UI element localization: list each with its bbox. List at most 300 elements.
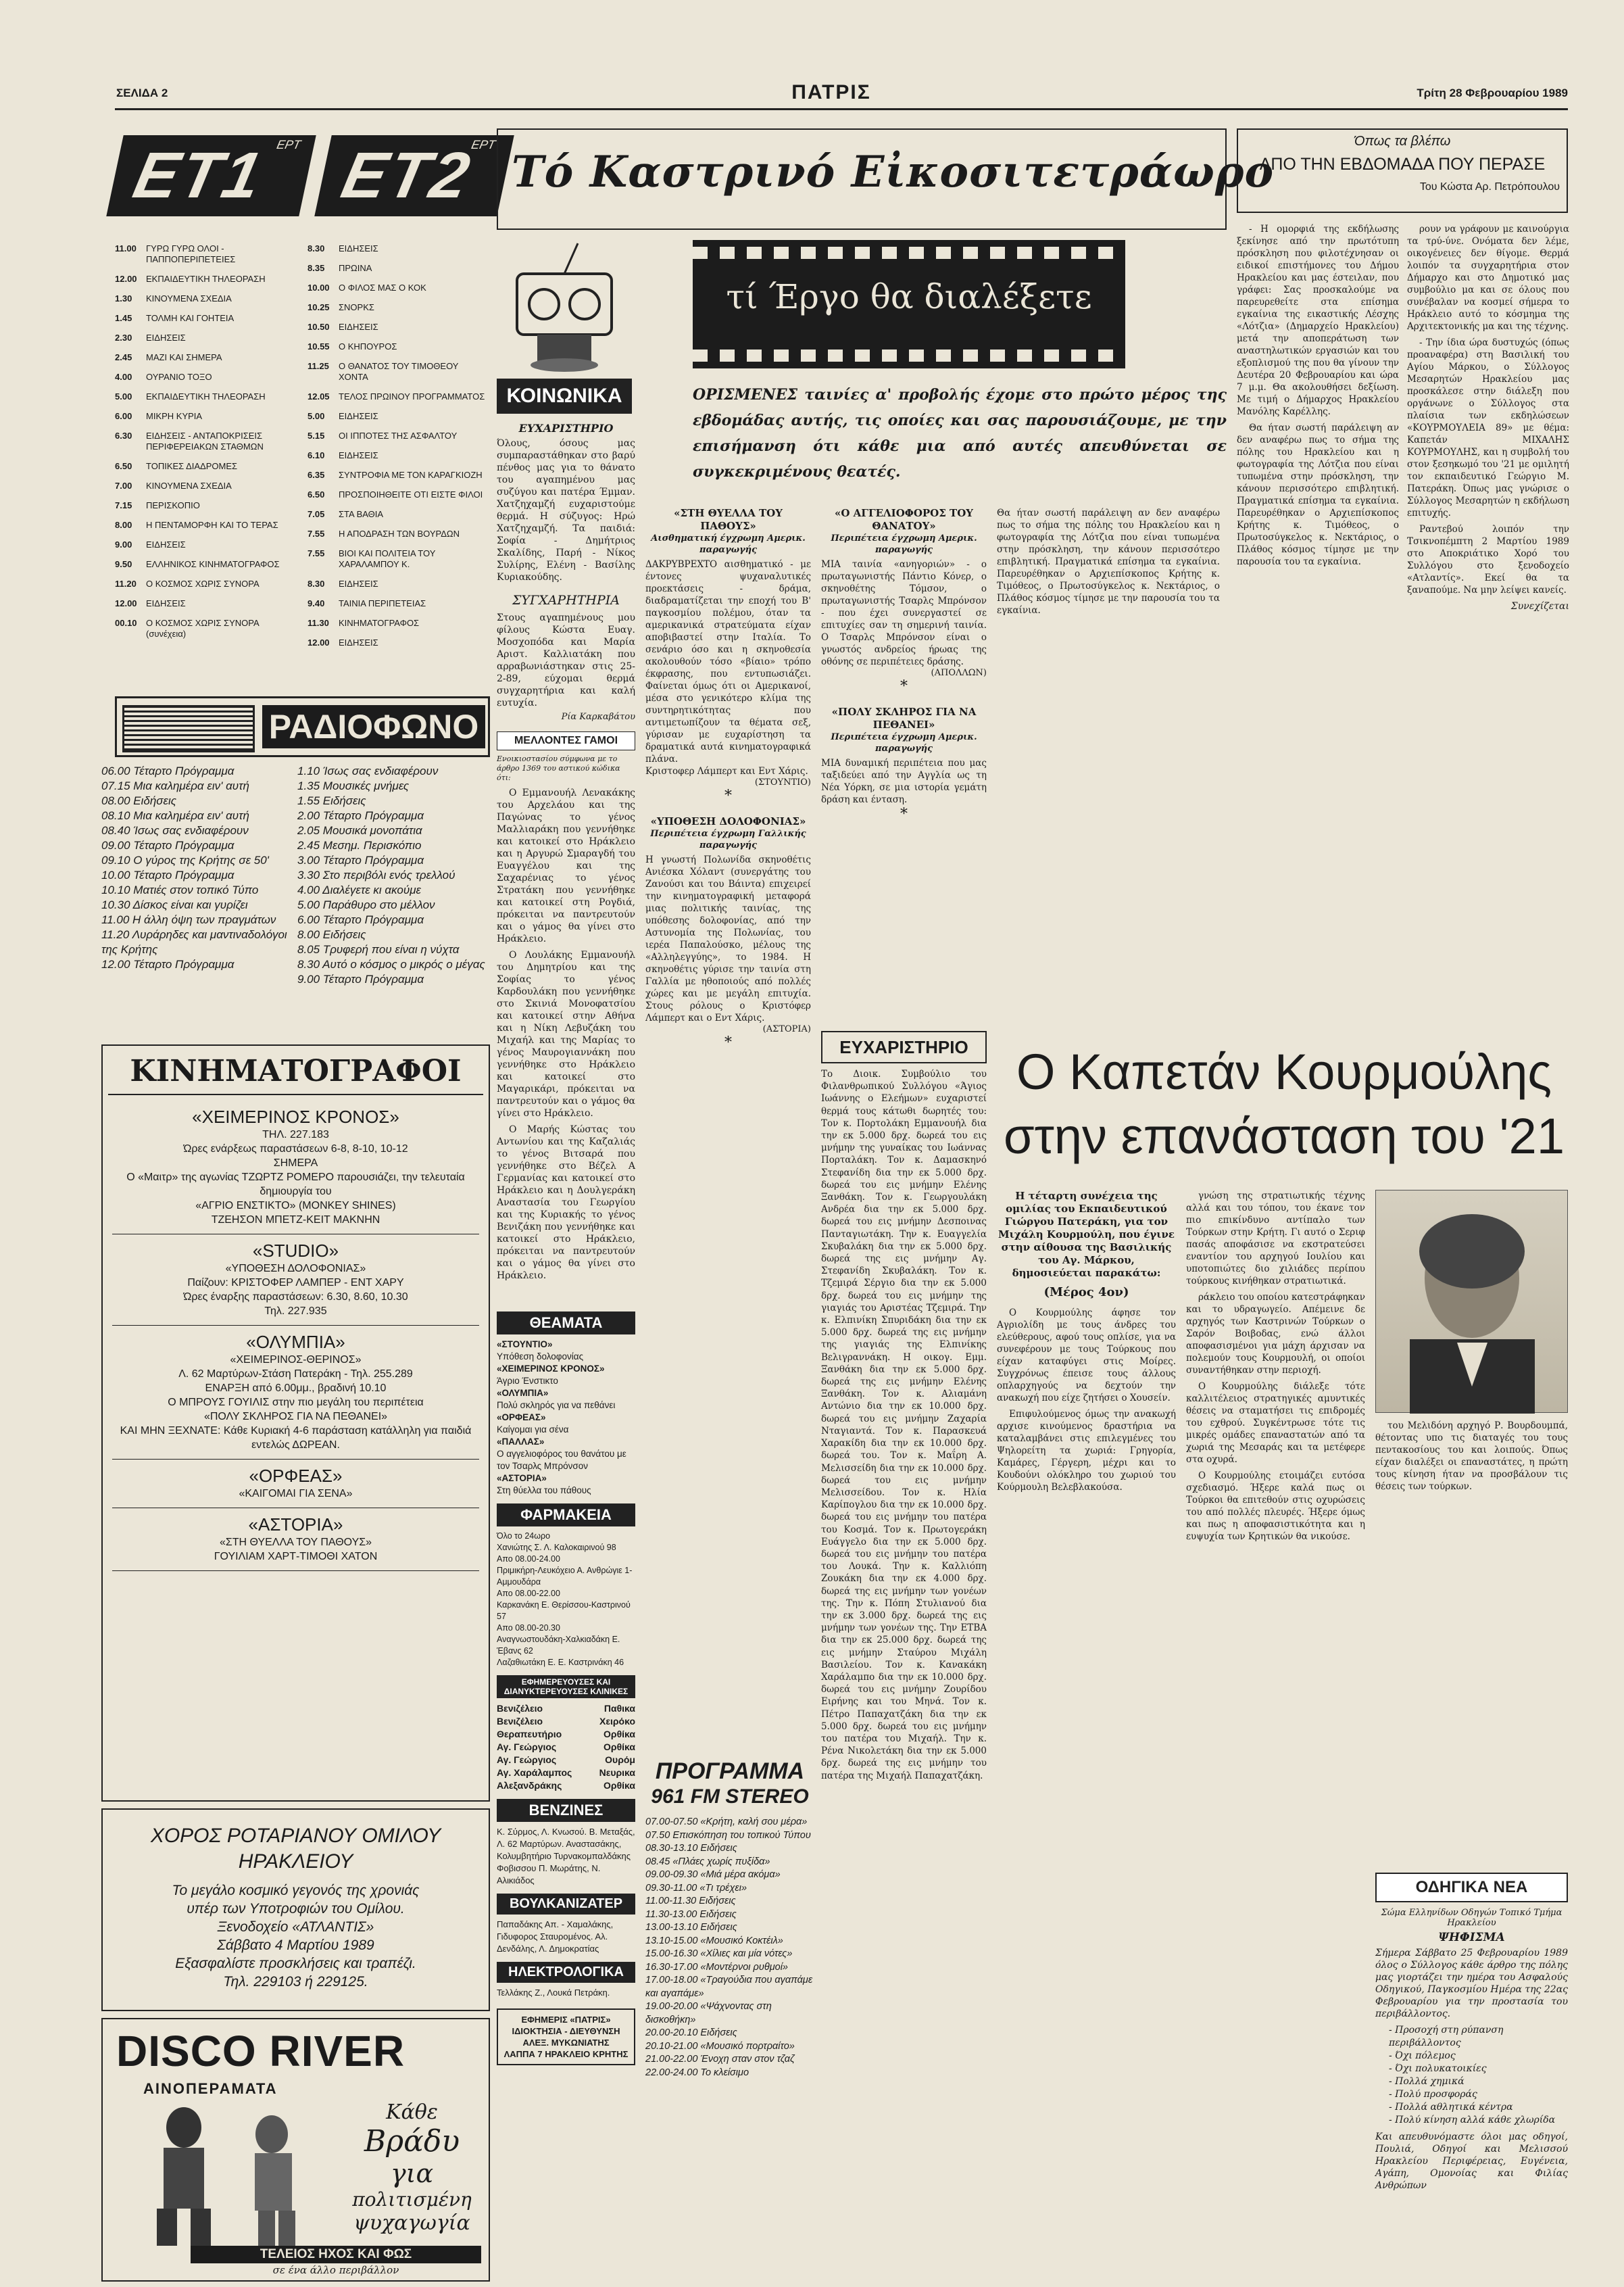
cinema-line: «ΑΓΡΙΟ ΕΝΣΤΙΚΤΟ» (MONKEY SHINES) (195, 1200, 396, 1211)
review-text: ΔΑΚΡΥΒΡΕΧΤΟ αισθηματικό - με έντονες ψυχαναλυτικές προεκτάσεις - δράμα, διαδραματίζεται την εποχή του Β' παγκοσμίου πολέμου, όταν τα αμερικανικά στρατεύματα είχαν αποβιβαστεί στην Ιταλία. Το σενάριο όσο και η σκηνοθεσία ακολουθούν τόσο «βίαιο» τρόπο έκφρασης, που εντυπωσιάζει. Φαίνεται όμως ότι οι Αμερικανοί, μέσα στο γενικότερο κλίμα της συντηρητικότητας που αντιμετωπίζουν τα θέματα σεξ, γύρισαν με ευχαρίστηση τα δραματικά αυτά κινηματογραφικά πλάνα. (645, 559, 811, 765)
et2-program-title: ΕΙΔΗΣΕΙΣ (339, 411, 378, 421)
kastrino-title: Τό Καστρινό Εἰκοσιτετράωρο (512, 147, 1275, 197)
et2-program-title: ΕΙΔΗΣΕΙΣ (339, 322, 378, 332)
et1-program-row (115, 352, 297, 363)
et1-program-row (115, 391, 297, 402)
et2-program-row (307, 470, 490, 481)
cinema-item (112, 1460, 479, 1508)
radio-item: 2.05 Μουσικά μονοπάτια (297, 824, 422, 837)
cinema-item (112, 1508, 479, 1571)
et2-program-time: 8.30 (307, 243, 325, 254)
review-text: Η γνωστή Πολωνίδα σκηνοθέτις Ανιέσκα Χόλαντ (συνεργάτης του Ζανούσι και του Βάιντα) επιχειρεί την κινηματογραφική μεταφορά μιας πολιτικής ταινίας, της υπόθεσης δολοφονίας, από την Αστυνομία της Πολωνίας, του ιερέα Παπαλούσκο, μέλους της «Αλληλεγγύης», το 1984. Η σκηνοθέτις γύρισε την ταινία στη Γαλλία με ηθοποιούς από πολλές χώρες και με μεγάλη επιτυχία. Στους ρόλους ο Κριστόφερ Λάμπερτ και ο Εντ Χάρις. (645, 854, 811, 1024)
drivers-list-item: - Πολλά χημικά (1389, 2076, 1465, 2087)
drivers-list-item: - Πολύ προσφοράς (1389, 2089, 1477, 2100)
et2-program-row (307, 579, 490, 589)
et2-program-time: 5.00 (307, 411, 325, 421)
clinic-hospital: Αγ. Γεώργιος (497, 1754, 557, 1765)
et1-program-title: Η ΠΕΝΤΑΜΟΡΦΗ ΚΑΙ ΤΟ ΤΕΡΑΣ (146, 520, 278, 530)
et1-program-row (115, 539, 297, 550)
cinema-list (103, 1098, 489, 1574)
et1-program-time: 2.45 (115, 352, 132, 362)
theater-line: Ο αγγελιοφόρος του θανάτου με τον Τσαρλς Μπρόνσον (497, 1449, 626, 1471)
radio-item: 11.00 Η άλλη όψη των πραγμάτων (101, 913, 276, 926)
drivers-list-item: - Πολύ κίνηση αλλά κάθε χλωρίδα (1389, 2115, 1556, 2125)
cinema-line: «ΣΤΗ ΘΥΕΛΛΑ ΤΟΥ ΠΑΘΟΥΣ» (219, 1537, 372, 1548)
thanks2-text: Το Διοικ. Συμβούλιο του Φιλανθρωπικού Συλλόγου «Άγιος Ιωάννης ο Ελεήμων» ευχαριστεί θερμά τους κάτωθι δωρητές του: Τον κ. Πορτολάκη Εμμανουήλ δια την εκ 5.000 δρχ. δωρεά του εις μνήμην της γυναίκας του Ιωάννας Πορταλάκη. Τον κ. Δαμασκηνό Στεφανίδη δια την εκ 5.000 δρχ. δωρεά του εις μνήμην Ελένης Ξανθάκη. Τον κ. Γεωργουλάκη Ανδρέα δια την εκ 5.000 δρχ. δωρεά του εις μνήμην Δεσποινας Πανταγιωτάκη. Την κ. Ευαγγελία Σκυβαλάκη δια την εκ 5.000 δρχ. δωρεά της εις μνήμην Αγ. Στεφανίδη Σκυβαλάκη. Τον κ. Τζεμιρά Σέργιο δια την εκ 5.000 δρχ. δωρεά του εις μνήμην της γιαγιάς του Αριστέας Τζεμιρά. Την κ. Ελπινίκη Σπυριδάκη δια την εκ 5.000 δρχ. δωρεά της εις μνήμην της γιαγιάς της Ελπινίκης Βελιγραννάκη. Η οικογ. Εμμ. Ξανθάκη δια την εκ 5.000 δρχ. δωρεά της εις μνήμην Ελένης Ξανθάκη. Τον κ. Αλιαμάνη Αντώνιο δια την εκ 10.000 δρχ. δωρεά του εις μνήμην Ζαχαρία Νταγιαντά. Τον κ. Παρασκευά Χαρακίδη δια την εκ 10.000 δρχ. δωρεά του. Τον κ. Μαΐρη Α. Μελισσείδη δια την εκ 10.000 δρχ. δωρεά του εις μνήμην Μελισσείδου. Τον κ. Ηλία Καρίπογλου δια την εκ 10.000 δρχ. δωρεά του εις μνήμην του πατέρα του Κοσμά. Τον κ. Πρωτογεράκη Ευάγγελο δια την εκ 5.000 δρχ. δωρεά του εις μνήμην του πατέρα του Λουκά. Την κ. Καλλιόπη Ζουκάκη δια την εκ 4.000 δρχ. δωρεά της εις μνήμην των γονέων της. Την κ. Πόπη Στυλιανού δια την εκ 3.000 δρχ. δωρεά της εις μνήμην των γονέων της. Την ΕΤΒΑ δια την εκ 25.000 δρχ. δωρεά της εις μνήμην Σταύρου Μιχάλη Βασιλείου. Τον κ. Κανακάκη Χαράλαμπο δια την εκ 10.000 δρχ. δωρεά του εις μνήμην Ζουρίδου Ειρήνης και του Μηνά. Τον κ. Πέτρο Παπαχατζάκη δια την εκ 5.000 δρχ. δωρεά του εις μνήμην του πατέρα του Μιχαήλ. Την κ. Ρένα Νικολετάκη δια την εκ 5.000 δρχ. δωρεά της εις μνήμην του πατέρα της Μιχαήλ Παπαχατζάκη. (821, 1069, 987, 1781)
thanks2-title-box (821, 1031, 987, 1063)
clinic-row (497, 1715, 635, 1728)
radio-item: 08.00 Ειδήσεις (101, 794, 177, 807)
cinema-name: «ΟΡΦΕΑΣ» (249, 1466, 343, 1486)
review-separator-star: * (900, 678, 908, 695)
et1-program-title: ΚΙΝΟΥΜΕΝΑ ΣΧΕΔΙΑ (146, 481, 232, 491)
choose-film-title: τί Έργο θα διαλέξετε (726, 277, 1092, 316)
cinema-line: ΤΖΕΗΣΟΝ ΜΠΕΤΖ-ΚΕΙΤ ΜΑΚΝΗΝ (211, 1214, 380, 1226)
et2-schedule (307, 243, 490, 690)
et2-logo: ΕΤ2 (335, 139, 478, 212)
radio-item: 4.00 Διαλέγετε κι ακούμε (297, 884, 421, 896)
kourmoulis-right-p2: ράκλειο του οποίου κατεστράφηκαν και το υδραγωγείο. Απέμεινε δε αρχηγός των Καστρινών Τούρκων ο Σαρόν Βοιβοδας, ενώ άλλοι αποφασισμένοι για μάχη άρχισαν να πολεμούν τους Κουρμουλή, οι οποίοι συναντήθηκαν στην περιοχή. (1186, 1292, 1365, 1376)
cinema-line: Τηλ. 227.935 (264, 1305, 327, 1317)
et1-program-time: 11.00 (115, 243, 137, 254)
et1-program-time: 6.30 (115, 431, 132, 441)
et2-program-time: 12.00 (307, 637, 330, 648)
clinic-row (497, 1702, 635, 1715)
cinema-item (112, 1234, 479, 1326)
services-column (497, 1311, 635, 2285)
theater-line: Πολύ σκληρός για να πεθάνει (497, 1400, 616, 1410)
et2-program-title: ΕΙΔΗΣΕΙΣ (339, 579, 378, 589)
radio-item: 10.10 Ματιές στον τοπικό Τύπο (101, 884, 259, 896)
column-p2: Θα ήταν σωστή παράλειψη αν δεν αναφέρω πως το σήμα της πόλης του Ηρακλείου και η φωτογραφία της Λότζια που είναι τυπωμένα στην πρόσκληση, την κάνουν περισσότερο επιβλητική. Πραγματικά επίσημα τα εγκαίνια. Παρευρέθηκαν ο Αρχιεπίσκοπος Κρήτης κ. Τιμόθεος, ο Πρωτοσύγκελος κ. Νεκτάριος, ο Πλάθος κόσμος τίμησε με την παρουσία του τα εγκαίνια. (1237, 423, 1399, 567)
cinema-line: ΤΗΛ. 227.183 (262, 1129, 329, 1140)
disco-tagline-word: πολιτισμένη (352, 2188, 472, 2211)
cinema-line: «ΠΟΛΥ ΣΚΛΗΡΟΣ ΓΙΑ ΝΑ ΠΕΘΑΝΕΙ» (203, 1411, 388, 1422)
radio-item: 3.30 Στο περιβόλι ενός τρελλού (297, 869, 456, 882)
theater-line: Στη θύελλα του πάθους (497, 1485, 591, 1495)
review-cast: Κριστοφερ Λάμπερτ και Εντ Χάρις. (645, 766, 808, 777)
column-p5: Ραντεβού λοιπόν την Τσικνοπέμπτη 2 Μαρτίου 1989 στο Αποκριάτικο Χορό του Συλλόγου στο ξενοδοχείο «Ατλαντίς». Εκεί θα τα ξαναπούμε. Να μην λείψει κανείς. (1407, 524, 1569, 596)
radio-item: 09.00 Τέταρτο Πρόγραμμα (101, 839, 235, 852)
rotary-ad (101, 1808, 490, 2011)
et1-program-title: ΕΙΔΗΣΕΙΣ (146, 539, 186, 550)
et1-program-title: ΠΕΡΙΣΚΟΠΙΟ (146, 500, 200, 510)
film-review (645, 507, 811, 804)
et1-program-row (115, 618, 297, 640)
et1-program-title: ΤΟΛΜΗ ΚΑΙ ΓΟΗΤΕΙΑ (146, 313, 235, 323)
gas-text: Κ. Σύρμος, Λ. Κνωσού. Β. Μεταξάς, Λ. 62 Μαρτύρων. Αναστασάκης, Κολυμβητήριο Τυρνακομπαλδάκης Φοβισσου Π. Μωράτης, Ν. Αλικιάδος (497, 1827, 635, 1885)
et1-program-title: ΕΙΔΗΣΕΙΣ (146, 333, 186, 343)
theater-line: Υπόθεση δολοφονίας (497, 1351, 584, 1362)
et1-program-title: Ο ΚΟΣΜΟΣ ΧΩΡΙΣ ΣΥΝΟΡΑ (συνέχεια) (146, 618, 259, 639)
weddings-list (497, 787, 635, 1282)
et1-program-row (115, 333, 297, 343)
et1-program-title: ΓΥΡΩ ΓΥΡΩ ΟΛΟΙ - ΠΑΠΠΟΠΕΡΙΠΕΤΕΙΕΣ (146, 243, 236, 264)
column-author: Του Κώστα Αρ. Πετρόπουλου (1419, 181, 1560, 193)
et1-program-row (115, 431, 297, 452)
radio-item: 5.00 Παράθυρο στο μέλλον (297, 898, 435, 911)
et1-program-row (115, 411, 297, 422)
et1-program-time: 5.00 (115, 391, 132, 402)
disco-name: DISCO RIVER (116, 2027, 405, 2075)
et2-program-title: ΚΙΝΗΜΑΤΟΓΡΑΦΟΣ (339, 618, 420, 628)
clinic-row (497, 1779, 635, 1792)
kourmoulis-headline-1: Ο Καπετάν Κουρμούλης (1016, 1044, 1552, 1100)
radio-right-list (297, 764, 493, 1034)
et1-program-time: 6.50 (115, 461, 132, 471)
et1-program-time: 6.00 (115, 411, 132, 421)
drivers-list (1389, 2024, 1568, 2127)
radio-banner (115, 696, 490, 757)
disco-footer2: σε ένα άλλο περιβάλλον (272, 2264, 399, 2276)
kourmoulis-part: (Μέρος 4ον) (1043, 1285, 1129, 1299)
review-title: «ΠΟΛΥ ΣΚΛΗΡΟΣ ΓΙΑ ΝΑ ΠΕΘΑΝΕΙ» (831, 706, 977, 731)
et2-program-time: 7.55 (307, 548, 325, 558)
drivers-list-item: - Προσοχή στη ρύπανση περιβάλλοντος (1389, 2025, 1504, 2048)
fm-programme (645, 1758, 814, 2285)
et1-program-row (115, 579, 297, 589)
rotary-line: Το μεγάλο κοσμικό γεγονός της χρονιάς (172, 1883, 420, 1898)
kourmoulis-col-2 (1186, 1190, 1365, 2282)
et1-program-row (115, 481, 297, 491)
et2-program-title: ΕΙΔΗΣΕΙΣ (339, 450, 378, 460)
et1-schedule (115, 243, 297, 690)
et2-program-time: 10.00 (307, 283, 330, 293)
clinic-department: Νευρικα (599, 1767, 635, 1778)
fm-subtitle: 961 FM STEREO (651, 1785, 809, 1808)
drivers-list-item: - Όχι πόλεμος (1389, 2050, 1456, 2061)
review-subtitle: Περιπέτεια έγχρωμη Αμερικ. παραγωγής (831, 732, 977, 754)
et1-super: ΕΡΤ (275, 138, 302, 151)
cinema-line: ΣΗΜΕΡΑ (273, 1157, 318, 1169)
et1-program-row (115, 372, 297, 383)
et1-program-time: 7.00 (115, 481, 132, 491)
radio-item: 8.05 Τρυφερή που είναι η νύχτα (297, 943, 460, 956)
et2-program-time: 6.35 (307, 470, 325, 480)
et2-program-row (307, 450, 490, 461)
et1-program-time: 8.00 (115, 520, 132, 530)
kastrino-intro: ΟΡΙΣΜΕΝΕΣ ταινίες α' προβολής έχομε στο πρώτο μέρος της εβδομάδας αυτής, τις οποίες και σας παρουσιάζουμε, με την επισήμανση ότι κάθε μια από αυτές απευθύνεται σε συγκεκριμένους θεατές. (693, 386, 1227, 481)
clinic-hospital: Αγ. Γεώργιος (497, 1741, 557, 1752)
wedding-notice: Ο Μαρής Κώστας του Αντωνίου και της Καζαλιάς το γένος Βιτσαρά που γεννήθηκε στο Βέζελ Α Γερμανίας και κατοικεί στο Ηράκλειο και η Δουλγεράκη Αναστασία του Γεωργίου και της Κυριακής το γένος Βενιζάκη που γεννήθηκε και κατοικεί στο Ηράκλειο, πρόκειται να παντρευτούν και ο γάμος θα γίνει στο Ηράκλειο. (497, 1124, 635, 1281)
review-text: ΜΙΑ δυναμική περιπέτεια που μας ταξιδεύει από την Αγγλία ως τη Νέα Υόρκη, σε μια ιστορία γεμάτη δράση και ένταση. (821, 758, 987, 805)
cinema-line: Ώρες έναρξης παραστάσεων: 6.30, 8.60, 10.30 (183, 1291, 408, 1303)
cinema-line: ΓΟΥΙΛΙΑΜ ΧΑΡΤ-ΤΙΜΟΘΙ ΧΑΤΟΝ (214, 1551, 378, 1562)
clinic-row (497, 1741, 635, 1754)
drivers-text: Σήμερα Σάββατο 25 Φεβρουαρίου 1989 όλος ο Σύλλογος κάθε άρθρο της πόλης μας γιορτάζει την ημέρα του Ασφαλούς Οδηγικού, Παγκοσμίου Ημέρα της 22ας Φεβρουαρίου για την προστασία του περιβάλλοντος. (1375, 1948, 1568, 2019)
pharmacy-line: Καρκανάκη Ε. Θερίσσου-Καστρινού 57 (497, 1600, 631, 1621)
review-subtitle: Περιπέτεια έγχρωμη Αμερικ. παραγωγής (831, 533, 977, 555)
thanks-text: Όλους, όσους μας συμπαραστάθηκαν στο βαρύ πένθος μας για το θάνατο του αγαπημένου μας συζύγου και πατέρα Έμμαν. Χατζηχαμζή ευχαριστούμε θερμά. Η σύζυγος: Ηρώ Χατζηχαμζή. Τα παιδιά: Σοφία - Δημήτριος Σκαλίδης, Παρή - Νίκος Συλίρης, Ελένη - Βασίλης Κυριακούδης. (497, 438, 635, 583)
pharmacy-line: Απο 08.00-24.00 (497, 1554, 560, 1564)
clinic-hospital: Βενιζέλειο (497, 1703, 543, 1714)
et1-program-row (115, 500, 297, 511)
et2-program-title: Η ΑΠΟΔΡΑΣΗ ΤΩΝ ΒΟΥΡΔΩΝ (339, 529, 460, 539)
patris-box-line: ΑΛΕΞ. ΜΥΚΩΝΙΑΤΗΣ (522, 2038, 610, 2048)
kourmoulis-col-1 (997, 1190, 1176, 2282)
kastrino-banner (497, 128, 1275, 230)
radio-item: 8.30 Αυτό ο κόσμος ο μικρός ο μέγας (297, 958, 485, 971)
column-title: ΑΠΟ ΤΗΝ ΕΒΔΟΜΑΔΑ ΠΟΥ ΠΕΡΑΣΕ (1259, 155, 1546, 174)
disco-tagline-word: Βράδυ (364, 2124, 460, 2159)
rotary-line: Τηλ. 229103 ή 229125. (223, 1974, 368, 1990)
et2-program-time: 6.10 (307, 450, 325, 460)
et2-program-title: ΤΕΛΟΣ ΠΡΩΙΝΟΥ ΠΡΟΓΡΑΜΜΑΤΟΣ (339, 391, 485, 402)
et1-program-title: ΤΟΠΙΚΕΣ ΔΙΑΔΡΟΜΕΣ (146, 461, 238, 471)
congrats-title: ΣΥΓΧΑΡΗΤΗΡΙΑ (512, 593, 620, 608)
et1-program-row (115, 461, 297, 472)
et2-program-row (307, 391, 490, 402)
et1-program-time: 12.00 (115, 598, 137, 608)
radio-item: 1.55 Ειδήσεις (297, 794, 366, 807)
disco-tagline-word: Κάθε (386, 2100, 438, 2124)
radio-item: 2.00 Τέταρτο Πρόγραμμα (297, 809, 424, 822)
radio-item: 11.20 Λυράρηδες και μαντιναδολόγοι της Κρήτης (101, 928, 287, 956)
fm-line: 17.00-18.00 «Τραγούδια που αγαπάμε και αγαπάμε» (645, 1975, 813, 1999)
et2-program-title: ΤΑΙΝΙΑ ΠΕΡΙΠΕΤΕΙΑΣ (339, 598, 426, 608)
et2-program-title: Ο ΘΑΝΑΤΟΣ ΤΟΥ ΤΙΜΟΘΕΟΥ ΧΟΝΤΑ (339, 361, 459, 382)
clinic-hospital: Βενιζέλειο (497, 1716, 543, 1727)
radio-left-list (101, 764, 297, 1034)
review-venue: (ΑΣΤΟΡΙΑ) (762, 1024, 811, 1034)
et2-program-time: 11.30 (307, 618, 329, 628)
cinema-line: «ΥΠΟΘΕΣΗ ΔΟΛΟΦΟΝΙΑΣ» (225, 1263, 366, 1274)
film-perforations-top (693, 247, 1125, 259)
radio-item: 1.35 Μουσικές μνήμες (297, 779, 410, 792)
et2-program-title: ΣΝΟΡΚΣ (339, 302, 374, 312)
clinics-list (497, 1702, 635, 1792)
review-separator-star: * (724, 1034, 732, 1051)
kourmoulis-p1: Ο Κουρμούλης άφησε τον Αγριολίδη με τους άνδρες του ελεύθερους, αφού τους οπλίσε, για να συνεφέρουν με τους Τούρκους που είχαν καταφύγει στις Μοίρες. Συγχρόνως έπεισε τους άλλους οπλαρχηγούς να δεχτούν την ανακωχή που είχε ζητήσει ο Χουσείν. (997, 1307, 1176, 1403)
fm-list (645, 1816, 814, 2079)
disco-place: ΑΙΝΟΠΕΡΑΜΑΤΑ (143, 2080, 278, 2097)
column-continued-note: Συνεχίζεται (1510, 601, 1569, 612)
et1-program-time: 7.15 (115, 500, 132, 510)
radio-item: 12.00 Τέταρτο Πρόγραμμα (101, 958, 235, 971)
header-rule (115, 108, 1568, 110)
column-body-2 (1407, 223, 1569, 1041)
radio-item: 06.00 Τέταρτο Πρόγραμμα (101, 765, 235, 777)
theater-line: «ΠΑΛΛΑΣ» (497, 1437, 545, 1447)
thanks-title: ΕΥΧΑΡΙΣΤΗΡΙΟ (518, 422, 614, 435)
rotary-line: υπέρ των Υποτροφιών του Ομίλου. (187, 1901, 405, 1917)
drivers-list-item: - Όχι πολυκατοικίες (1389, 2063, 1487, 2074)
drivers-title: ΟΔΗΓΙΚΑ ΝΕΑ (1375, 1873, 1568, 1902)
portrait-photo (1375, 1190, 1568, 1413)
fm-line: 08.30-13.10 Ειδήσεις (645, 1843, 737, 1854)
page-number: ΣΕΛΙΔΑ 2 (116, 87, 168, 99)
rotary-lines (112, 1881, 479, 1991)
clinic-department: Χειρόκο (599, 1716, 635, 1727)
et1-program-time: 11.20 (115, 579, 137, 589)
et2-program-title: ΕΙΔΗΣΕΙΣ (339, 243, 378, 254)
fm-line: 15.00-16.30 «Χίλιες και μία νότες» (645, 1948, 793, 1959)
cinema-line: Ο «Μαιτρ» της αγωνίας ΤΖΩΡΤΖ ΡΟΜΕΡΟ παρουσιάζει, την τελευταία δημιουργία του (126, 1172, 465, 1197)
drivers-news (1375, 1873, 1568, 2285)
et2-program-time: 11.25 (307, 361, 329, 371)
pharmacy-line: Όλο το 24ωρο (497, 1531, 551, 1541)
et2-program-title: ΠΡΩΙΝΑ (339, 263, 372, 273)
pharmacy-line: Απο 08.00-20.30 (497, 1623, 560, 1633)
radio-item: 2.45 Μεσημ. Περισκόπιο (297, 839, 422, 852)
electric-text: Τελλάκης Ζ., Λουκά Πετράκη. (497, 1988, 610, 1998)
fm-line: 07.00-07.50 «Κρήτη, καλή σου μέρα» (645, 1816, 808, 1827)
et2-program-title: ΣΥΝΤΡΟΦΙΑ ΜΕ ΤΟΝ ΚΑΡΑΓΚΙΟΖΗ (339, 470, 483, 480)
fm-line: 09.30-11.00 «Τι τρέχει» (645, 1882, 747, 1894)
clinic-row (497, 1766, 635, 1779)
social-column (497, 419, 635, 1281)
fm-line: 07.50 Επισκόπηση του τοπικού Τύπου (645, 1829, 811, 1841)
et2-program-time: 8.30 (307, 579, 325, 589)
review-subtitle: Αισθηματική έγχρωμη Αμερικ. παραγωγής (651, 533, 806, 555)
et1-program-row (115, 559, 297, 570)
pharmacy-line: Λαζαθιωτάκη Ε. Ε. Καστρινάκη 46 (497, 1658, 624, 1667)
issue-date: Τρίτη 28 Φεβρουαρίου 1989 (1417, 87, 1568, 99)
et2-program-row (307, 243, 490, 254)
cinema-line: «ΚΑΙΓΟΜΑΙ ΓΙΑ ΣΕΝΑ» (239, 1488, 353, 1499)
vulcan-text: Παπαδάκης Απ. - Χαμαλάκης, Γιδυφορος Σταυρομένος. Αλ. Δενδάλης, Λ. Δημοκρατίας (497, 1919, 614, 1954)
review-venue: (ΣΤΟΥΝΤΙΟ) (754, 777, 811, 788)
et2-program-row (307, 263, 490, 274)
disco-footer: ΤΕΛΕΙΟΣ ΗΧΟΣ ΚΑΙ ΦΩΣ (191, 2246, 481, 2263)
reviews-column-1 (645, 507, 811, 1852)
et2-program-title: ΣΤΑ ΒΑΘΙΑ (339, 509, 384, 519)
clinic-row (497, 1728, 635, 1741)
et2-program-row (307, 489, 490, 500)
column-p1: - Η ομορφιά της εκδήλωσης ξεκίνησε από την πρωτότυπη πρόσκληση που φιλοτέχνησαν οι ειδικοί επιστήμονες του Δήμου Ηρακλείου και μας έστειλαν, που γράφει: Σας προσκαλούμε να παρευρεθείτε στα επίσημα εγκαίνια της εικαστικής Λέσχης «Λότζια» (Δημαρχείο Ηρακλείου) μετά την αποπεράτωση των αναστηλωτικών εργασιών και του εξοπλισμού της που θα γίνουν την Δευτέρα 20 Φεβρουαρίου και ώρα 7 μ.μ. Θα ακολουθήσει δεξίωση. Με τιμή ο Δήμαρχος Ηρακλείου Μανόλης Καρέλλης. (1237, 224, 1399, 417)
et1-program-title: ΚΙΝΟΥΜΕΝΑ ΣΧΕΔΙΑ (146, 293, 232, 304)
kourmoulis-p3: Ο Κουρμούλης διάλεξε τότε καλλιτέλειος στρατηγικές αμυντικές θέσεις να σταματήσει τις επιδρομές του εχθρού. Συγκέντρωσε τότε τις μικρές ομάδες επαναστατών από τα χωριά της Μεσαράς και τα μετέφερε στα οχυρά. (1186, 1381, 1365, 1465)
et2-program-row (307, 283, 490, 293)
weddings-title: ΜΕΛΛΟΝΤΕΣ ΓΑΜΟΙ (497, 731, 635, 750)
cinemas-box (101, 1044, 490, 1802)
fm-line: 08.45 «Πλάες χωρίς πυξίδα» (645, 1856, 770, 1867)
radio-item: 3.00 Τέταρτο Πρόγραμμα (297, 854, 424, 867)
et2-program-title: ΕΙΔΗΣΕΙΣ (339, 637, 378, 648)
cinema-line: Ο ΜΠΡΟΥΣ ΓΟΥΙΛΙΣ στην πιο μεγάλη του περιπέτεια (168, 1397, 424, 1408)
radio-item: 08.40 Ίσως σας ενδιαφέρουν (101, 824, 249, 837)
kourmoulis-col-3 (1375, 1420, 1568, 1798)
fm-line: 22.00-24.00 Το κλείσιμο (645, 2067, 749, 2078)
column-continued (997, 507, 1220, 1028)
radio-item: 09.10 Ο γύρος της Κρήτης σε 50' (101, 854, 269, 867)
et2-program-time: 10.55 (307, 341, 330, 352)
et2-program-row (307, 341, 490, 352)
pharmacy-line: Χανιώτης Σ. Λ. Καλοκαιρινού 98 (497, 1543, 616, 1552)
et1-program-title: ΟΥΡΑΝΙΟ ΤΟΞΟ (146, 372, 212, 382)
review-text: ΜΙΑ ταινία «ανηγοριών» - ο πρωταγωνιστής Πάντιο Κόνερ, ο σκηνοθέτης Τόμσον, ο πρωταγωνιστής Τσαρλς Μπρόνσον - που έχει συνεργαστεί σε επιτυχίες σαν τη σημερινή ταινία. Ο Τσαρλς Μπρόνσον είναι ο γνωστός ανδρείος ήρωας της οθόνης σε περιπέτειες δράσης. (821, 559, 987, 667)
et2-program-title: ΒΙΟΙ ΚΑΙ ΠΟΛΙΤΕΙΑ ΤΟΥ ΧΑΡΑΛΑΜΠΟΥ Κ. (339, 548, 436, 569)
et2-program-row (307, 598, 490, 609)
film-review (821, 507, 987, 695)
reviews-column-2 (821, 507, 987, 1021)
theaters-list (497, 1339, 635, 1497)
radio-item: 07.15 Μια καλημέρα ειν' αυτή (101, 779, 249, 792)
et2-program-row (307, 411, 490, 422)
et2-program-title: ΠΡΟΣΠΟΙΗΘΕΙΤΕ ΟΤΙ ΕΙΣΤΕ ΦΙΛΟΙ (339, 489, 483, 500)
wedding-notice: Ο Εμμανουήλ Λενακάκης του Αρχελάου και της Παγώνας το γένος Μαλλιαράκη που γεννήθηκε και κατοικεί στο Ηράκλειο και η Αργυρώ Σμαραγδή του Ευαγγέλου και της Σαχαρένιας το γένος Στρατάκη που γεννήθηκε και κατοικεί στη Ρογδιά, πρόκειται να παντρευτούν και ο γάμος θα γίνει στο Ηράκλειο. (497, 788, 635, 944)
et1-program-title: ΕΚΠΑΙΔΕΥΤΙΚΗ ΤΗΛΕΟΡΑΣΗ (146, 274, 266, 284)
rotary-title: ΧΟΡΟΣ ΡΟΤΑΡΙΑΝΟΥ ΟΜΙΛΟΥ ΗΡΑΚΛΕΙΟΥ (150, 1825, 441, 1873)
fm-line: 11.00-11.30 Ειδήσεις (645, 1896, 736, 1906)
et1-program-time: 9.50 (115, 559, 132, 569)
rotary-line: Ξενοδοχείο «ΑΤΛΑΝΤΙΣ» (217, 1919, 374, 1935)
wedding-notice: Ο Λουλάκης Εμμανουήλ του Δημητρίου και της Σοφίας το γένος Καρδουλάκη που γεννήθηκε στο Σκινιά Μονοφατσίου και κατοικεί στην Αθήνα και η Νίκη Λεβυζάκη του Μιχαήλ και της Μαρίας το γένος Μαυρογιαννάκη που γεννήθηκε στο Ηράκλειο και κατοικεί στο Μαγαρικάρι, πρόκειται να παντρευτούν και ο γάμος θα γίνει στο Ηράκλειο. (497, 950, 635, 1119)
fm-line: 09.00-09.30 «Μιά μέρα ακόμα» (645, 1869, 781, 1880)
cinema-line: Ώρες ενάρξεως παραστάσεων 6-8, 8-10, 10-12 (183, 1143, 408, 1155)
kourmoulis-headline-2: στην επανάσταση του '21 (1003, 1108, 1565, 1164)
masthead-title: ΠΑΤΡΙΣ (791, 81, 871, 103)
et1-logo-box (106, 135, 316, 216)
drivers-org: Σώμα Ελληνίδων Οδηγών Τοπικό Τμήμα Ηρακλείου (1381, 1908, 1563, 1928)
et2-program-row (307, 548, 490, 570)
pharmacy-list (497, 1531, 635, 1668)
cinema-item (112, 1101, 479, 1234)
cinema-name: «ΑΣΤΟΡΙΑ» (248, 1514, 343, 1535)
dancers-illustration (116, 2100, 339, 2246)
theater-line: «ΟΡΦΕΑΣ» (497, 1412, 546, 1422)
et1-program-title: ΕΚΠΑΙΔΕΥΤΙΚΗ ΤΗΛΕΟΡΑΣΗ (146, 391, 266, 402)
cinema-item (112, 1326, 479, 1460)
review-title: «ΣΤΗ ΘΥΕΛΛΑ ΤΟΥ ΠΑΘΟΥΣ» (674, 507, 783, 532)
et2-program-title: Ο ΚΗΠΟΥΡΟΣ (339, 341, 397, 352)
et2-program-row (307, 618, 490, 629)
et2-program-title: Ο ΦΙΛΟΣ ΜΑΣ Ο ΚΟΚ (339, 283, 426, 293)
et2-program-row (307, 361, 490, 383)
et2-program-row (307, 322, 490, 333)
radio-item: 1.10 Ίσως σας ενδιαφέρουν (297, 765, 439, 777)
et2-program-row (307, 509, 490, 520)
et2-program-time: 12.05 (307, 391, 330, 402)
cinema-line: Παίζουν: ΚΡΙΣΤΟΦΕΡ ΛΑΜΠΕΡ - ΕΝΤ ΧΑΡΥ (187, 1277, 404, 1289)
theater-line: «ΣΤΟΥΝΤΙΟ» (497, 1339, 553, 1349)
drivers-end: Και απευθυνόμαστε όλοι μας οδηγοί, Πουλιά, Οδηγοί και Μελισσού Ηρακλείου Περιφέρειας, Ευγένεια, Αγάπη, Ομονοίας και Φιλίας Ανθρώπων (1375, 2132, 1568, 2191)
column-kicker: Όπως τα βλέπω (1354, 134, 1451, 149)
clinic-hospital: Αγ. Χαράλαμπος (497, 1767, 572, 1778)
cinema-name: «ΧΕΙΜΕΡΙΝΟΣ ΚΡΟΝΟΣ» (192, 1107, 399, 1127)
et1-program-time: 1.30 (115, 293, 132, 304)
patris-ownership-box (497, 2008, 635, 2065)
fm-line: 19.00-20.00 «Ψάχνοντας στη δισκοθήκη» (645, 2001, 772, 2025)
clinic-department: Ορθίκα (604, 1741, 635, 1752)
review-separator-star: * (724, 788, 732, 804)
kourmoulis-p2: Επιφυλούμενος όμως την ανακωχή αρχισε κινούμενος δραστήρια να καταλαμβάνει στις επιλεγμένες του Ψηλορείτη τα χωριά: Γρηγορία, Καμάρες, Γέργερη, μέχρι και το Κουδούνι ολόκληρο του χωριού του Κούρμουλη Βελεβλακούσα. (997, 1409, 1176, 1493)
cinema-line: ΚΑΙ ΜΗΝ ΞΕΧΝΑΤΕ: Κάθε Κυριακή 4-6 παράσταση κατάλληλη για παιδιά εντελώς ΔΩΡΕΑΝ. (120, 1425, 472, 1451)
film-perforations-bottom (693, 350, 1125, 362)
fm-line: 20.00-20.10 Ειδήσεις (645, 2027, 737, 2038)
fm-line: 13.10-15.00 «Μουσικό Κοκτέιλ» (645, 1935, 783, 1946)
et2-program-time: 5.15 (307, 431, 325, 441)
radio-illustration (497, 233, 632, 375)
congrats-signature: Ρία Καρκαβάτου (561, 712, 635, 722)
disco-tagline-word: για (390, 2159, 434, 2188)
clinic-department: Ουρόμ (605, 1754, 635, 1765)
pharmacy-line: Αναγνωστουδάκη-Χαλκιαδάκη Ε. Έβανς 62 (497, 1635, 620, 1656)
et1-program-row (115, 274, 297, 285)
review-separator-star: * (900, 806, 908, 823)
et1-program-time: 4.00 (115, 372, 132, 382)
column-body-1 (1237, 223, 1399, 1041)
review-title: «Ο ΑΓΓΕΛΙΟΦΟΡΟΣ ΤΟΥ ΘΑΝΑΤΟΥ» (835, 507, 973, 532)
et2-program-time: 10.25 (307, 302, 330, 312)
et1-program-title: ΜΑΖΙ ΚΑΙ ΣΗΜΕΡΑ (146, 352, 222, 362)
et1-program-row (115, 520, 297, 531)
et2-program-time: 8.35 (307, 263, 325, 273)
clinic-department: Ορθίκα (604, 1780, 635, 1791)
radio-item: 08.10 Μια καλημέρα ειν' αυτή (101, 809, 249, 822)
et1-program-row (115, 598, 297, 609)
theater-line: «ΑΣΤΟΡΙΑ» (497, 1473, 547, 1483)
